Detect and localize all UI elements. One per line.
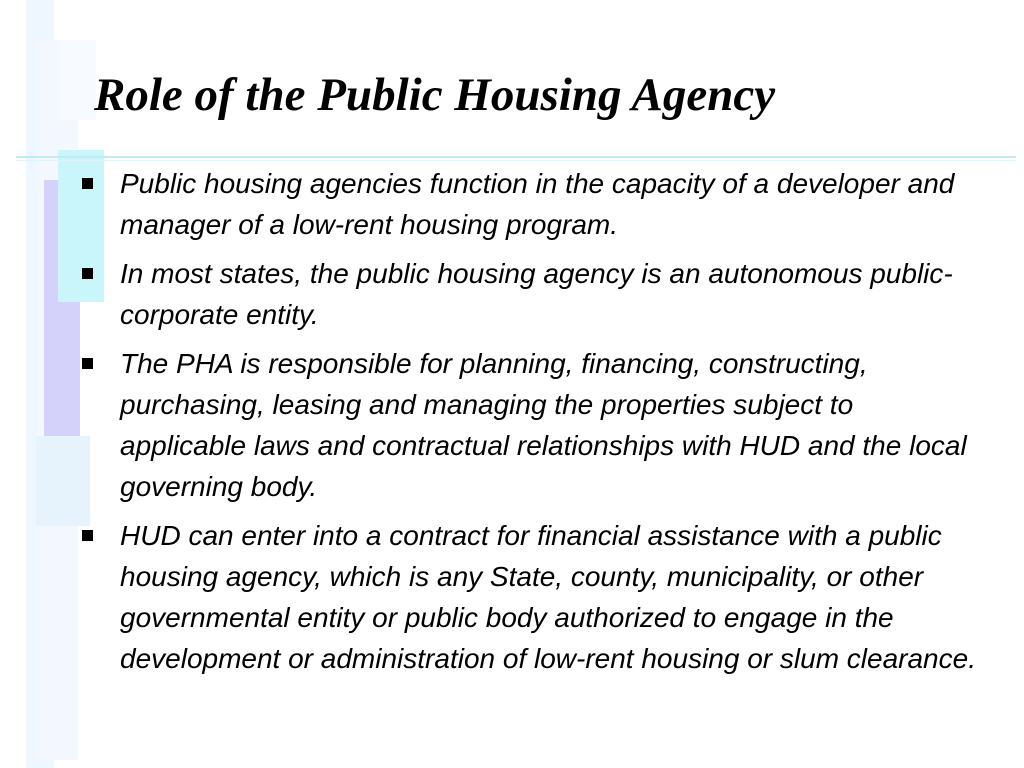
title-divider xyxy=(16,156,1016,158)
bullet-text: Public housing agencies function in the capacity of a developer and manager of a low-rent housing program. xyxy=(120,168,955,240)
square-bullet-icon xyxy=(82,530,93,541)
title-divider-shadow xyxy=(16,160,1016,161)
bullet-item xyxy=(82,253,982,335)
square-bullet-icon xyxy=(82,358,93,369)
square-bullet-icon xyxy=(82,268,93,279)
bullet-item xyxy=(82,515,982,679)
bullet-list xyxy=(82,163,982,687)
bullet-text: HUD can enter into a contract for financial assistance with a public housing agency, which is any State, county, municipality, or other governmental entity or public body authorized to engage in the development or administration of low-rent housing or slum clearance. xyxy=(120,520,976,674)
bullet-text: In most states, the public housing agency is an autonomous public-corporate entity. xyxy=(120,258,953,330)
square-bullet-icon xyxy=(82,178,93,189)
bullet-item xyxy=(82,343,982,507)
decorative-band xyxy=(60,40,96,120)
slide-title: Role of the Public Housing Agency xyxy=(94,69,776,121)
bullet-text: The PHA is responsible for planning, financing, constructing, purchasing, leasing and managing the properties subject to applicable laws and contractual relationships with HUD and the local governing body. xyxy=(120,348,967,502)
bullet-item xyxy=(82,163,982,245)
